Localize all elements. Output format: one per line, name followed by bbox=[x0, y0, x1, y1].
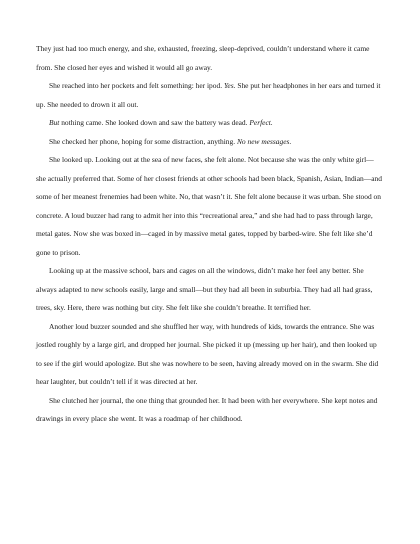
paragraph-4 bbox=[36, 133, 382, 152]
paragraph-3-middle: nothing came. She looked down and saw the battery was dead. bbox=[59, 118, 250, 127]
paragraph-2-end: She put her headphones in her ears and turned it up. She needed to drown it all out. bbox=[36, 81, 381, 109]
paragraph-3-emphasis-end: Perfect. bbox=[249, 118, 273, 127]
body-text bbox=[36, 40, 382, 429]
paragraph-4-emphasis: No new messages. bbox=[236, 136, 292, 146]
paragraph-3 bbox=[36, 114, 382, 133]
paragraph-5: She looked up. Looking out at the sea of new faces, she felt alone. Not because she was the only white girl—she actually preferred that. Some of her closest friends at other schools had been black, Spanish, Asian, Indian—and some of her meanest frenemies had been white. No, that wasn’t it. She felt alone because it was urban. She stood on concrete. A loud buzzer had rang to admit her into this “recreational area,” and she had had to pass through large, metal gates. Now she was boxed in—caged in by massive metal gates, topped by barbed-wire. She felt like she’d gone to prison. bbox=[36, 155, 382, 257]
paragraph-8: She clutched her journal, the one thing that grounded her. It had been with her everywhere. She kept notes and drawings in every place she went. It was a roadmap of her childhood. bbox=[36, 395, 378, 423]
paragraph-1: They just had too much energy, and she, exhausted, freezing, sleep-deprived, couldn’t understand where it came from. She closed her eyes and wished it would all go away. bbox=[36, 44, 370, 72]
paragraph-4-start: She checked her phone, hoping for some distraction, anything. bbox=[49, 136, 237, 146]
paragraph-2-emphasis: Yes. bbox=[223, 81, 236, 90]
paragraph-6: Looking up at the massive school, bars and cages on all the windows, didn’t make her feel any better. She always adapted to new schools easily, large and small—but they had all been in suburbia. They had all had grass, trees, sky. Here, there was nothing but city. She felt like she couldn’t breathe. It terrified her. bbox=[36, 266, 373, 312]
paragraph-2-start: She reached into her pockets and felt something: her ipod. bbox=[49, 81, 224, 90]
paragraph-3-emphasis-start: But bbox=[49, 118, 60, 127]
paragraph-7: Another loud buzzer sounded and she shuffled her way, with hundreds of kids, towards the entrance. She was jostled roughly by a large girl, and dropped her journal. She picked it up (messing up her hair), and then looked up to see if the girl would apologize. But she was nowhere to be seen, having already moved on in the swarm. She did hear laughter, but couldn’t tell if it was directed at her. bbox=[36, 321, 379, 386]
paragraph-2 bbox=[36, 77, 382, 114]
